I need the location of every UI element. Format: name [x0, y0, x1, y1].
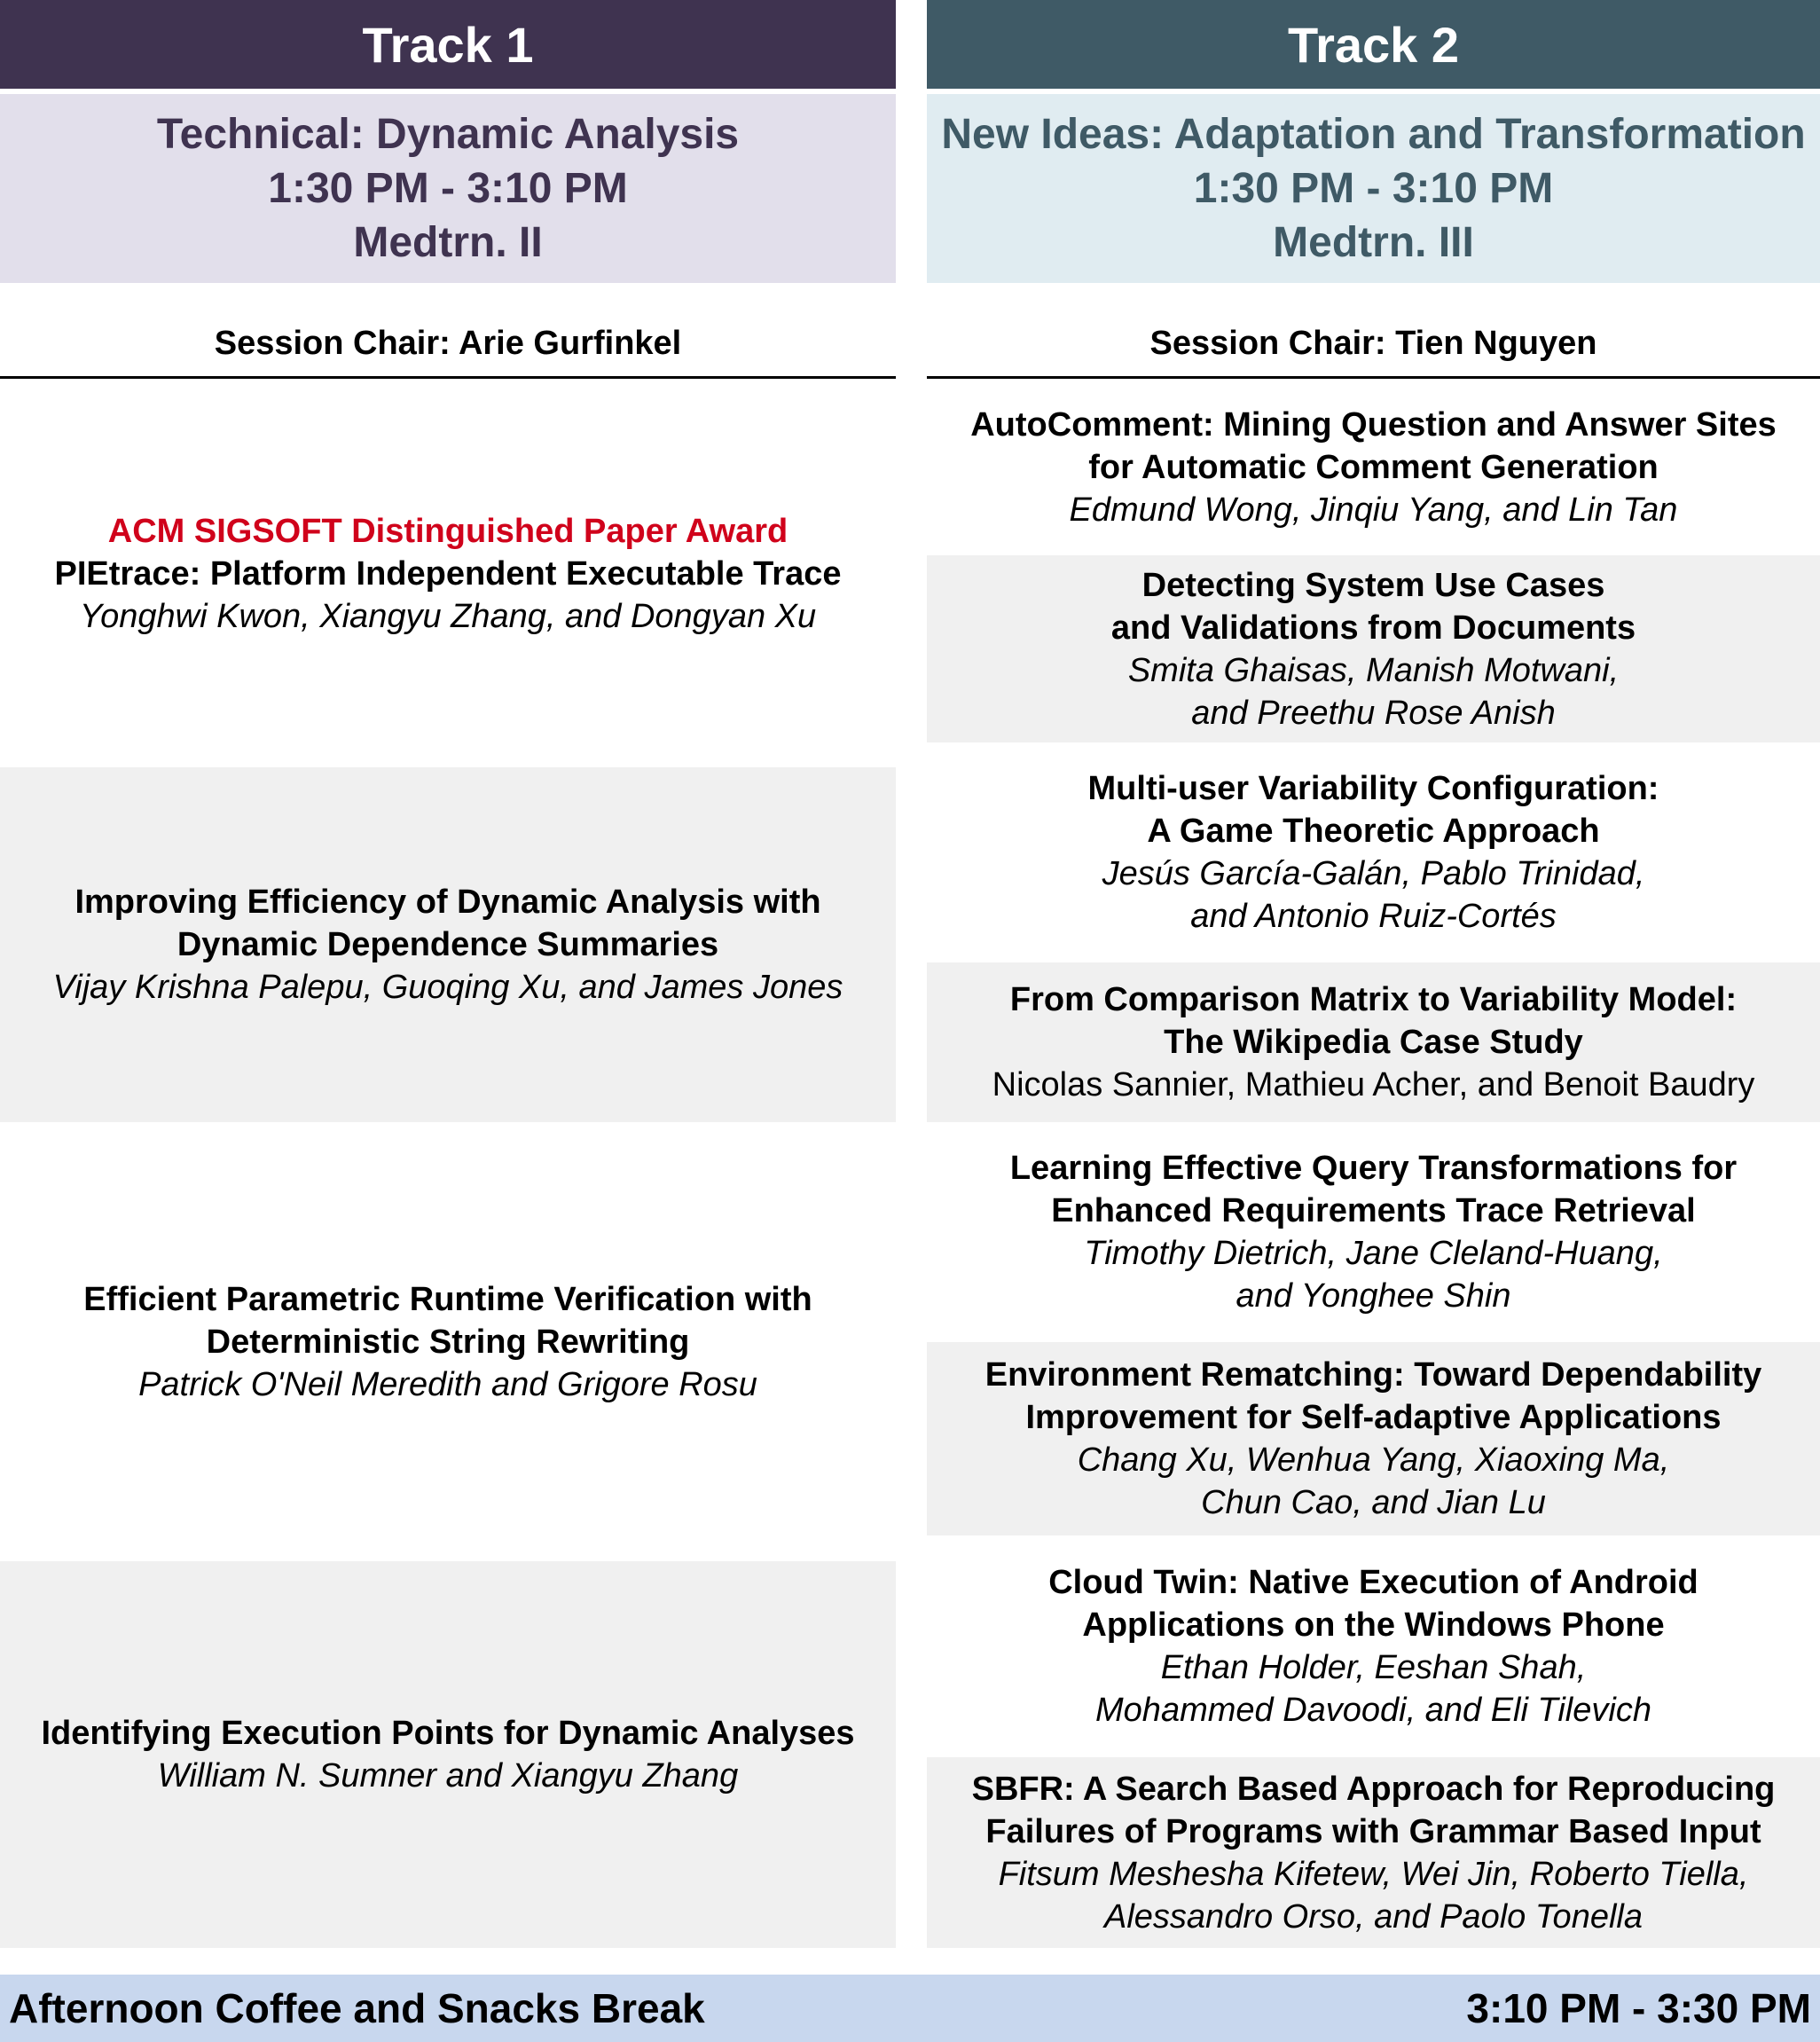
paper-authors: Chun Cao, and Jian Lu [1201, 1484, 1546, 1521]
paper-title: Cloud Twin: Native Execution of Android [1048, 1564, 1698, 1601]
paper-title: AutoComment: Mining Question and Answer Sites [970, 406, 1777, 444]
paper-authors: Edmund Wong, Jinqiu Yang, and Lin Tan [1069, 491, 1678, 529]
paper-authors: and Preethu Rose Anish [1191, 694, 1556, 732]
track2-paper-6 [927, 1342, 1820, 1535]
paper-title: The Wikipedia Case Study [1164, 1024, 1583, 1061]
paper-authors: Mohammed Davoodi, and Eli Tilevich [1095, 1692, 1651, 1729]
paper-authors: Nicolas Sannier, Mathieu Acher, and Benoit Baudry [992, 1066, 1755, 1103]
paper-title: From Comparison Matrix to Variability Model: [1009, 981, 1738, 1018]
track1-divider [0, 376, 896, 379]
track2-paper-2 [927, 555, 1820, 742]
track1-paper-1 [0, 380, 896, 767]
coffee-break-bar [0, 1975, 1820, 2042]
paper-authors: Yonghwi Kwon, Xiangyu Zhang, and Dongyan Xu [79, 597, 817, 635]
track2-session-type: New Ideas: Adaptation and Transformation [941, 111, 1806, 158]
track1-session-chair: Session Chair: Arie Gurfinkel [214, 324, 682, 362]
paper-authors: Alessandro Orso, and Paolo Tonella [1104, 1897, 1643, 1936]
paper-title: Multi-user Variability Configuration: [1087, 770, 1659, 807]
paper-authors: Vijay Krishna Palepu, Guoqing Xu, and James Jones [52, 969, 843, 1006]
paper-authors: William N. Sumner and Xiangyu Zhang [157, 1757, 739, 1795]
track1-session-room: Medtrn. II [353, 219, 543, 266]
paper-title: Improvement for Self-adaptive Applications [1025, 1399, 1722, 1436]
track2-paper-3 [927, 742, 1820, 962]
track2-session-time: 1:30 PM - 3:10 PM [1193, 165, 1554, 212]
track2-session-chair: Session Chair: Tien Nguyen [1149, 324, 1597, 362]
track1-paper-2 [0, 767, 896, 1122]
paper-title: for Automatic Comment Generation [1088, 449, 1659, 486]
paper-title: Identifying Execution Points for Dynamic Analyses [41, 1715, 855, 1752]
track2-paper-5 [927, 1122, 1820, 1342]
paper-authors: Timothy Dietrich, Jane Cleland-Huang, [1084, 1235, 1663, 1272]
paper-title: Improving Efficiency of Dynamic Analysis with [75, 884, 821, 921]
paper-title: and Validations from Documents [1110, 609, 1636, 647]
track1-session-info [0, 94, 896, 283]
paper-title: Applications on the Windows Phone [1082, 1606, 1665, 1644]
paper-authors: Ethan Holder, Eeshan Shah, [1160, 1649, 1587, 1686]
paper-title: Detecting System Use Cases [1141, 566, 1605, 604]
track1-paper-4 [0, 1561, 896, 1948]
track2-session-info [927, 94, 1820, 283]
track2-paper-4 [927, 962, 1820, 1122]
break-label: Afternoon Coffee and Snacks Break [9, 1985, 705, 2031]
track2-divider [927, 376, 1820, 379]
paper-title: SBFR: A Search Based Approach for Reproducing [971, 1770, 1776, 1808]
paper-title: Learning Effective Query Transformations for [1009, 1150, 1738, 1187]
paper-authors: Chang Xu, Wenhua Yang, Xiaoxing Ma, [1077, 1441, 1670, 1479]
paper-authors: Fitsum Meshesha Kifetew, Wei Jin, Roberto Tiella, [998, 1855, 1749, 1893]
award-label: ACM SIGSOFT Distinguished Paper Award [107, 512, 788, 550]
paper-title: PIEtrace: Platform Independent Executable Trace [54, 554, 842, 593]
paper-title: Dynamic Dependence Summaries [177, 926, 719, 963]
paper-authors: and Yonghee Shin [1236, 1277, 1511, 1315]
track2-header: Track 2 [927, 0, 1820, 89]
paper-authors: and Antonio Ruiz-Cortés [1190, 898, 1557, 935]
break-time: 3:10 PM - 3:30 PM [1466, 1985, 1811, 2031]
paper-title: Environment Rematching: Toward Dependability [985, 1356, 1762, 1394]
paper-authors: Jesús García-Galán, Pablo Trinidad, [1102, 855, 1645, 892]
track1-session-time: 1:30 PM - 3:10 PM [268, 165, 628, 212]
paper-title: A Game Theoretic Approach [1147, 813, 1600, 850]
track1-header: Track 1 [0, 0, 896, 89]
paper-authors: Smita Ghaisas, Manish Motwani, [1127, 651, 1620, 689]
track2-paper-7 [927, 1535, 1820, 1757]
paper-title: Deterministic String Rewriting [206, 1323, 690, 1361]
paper-authors: Patrick O'Neil Meredith and Grigore Rosu [138, 1365, 757, 1403]
track2-session-room: Medtrn. III [1273, 219, 1474, 266]
track2-paper-8 [927, 1757, 1820, 1948]
paper-title: Failures of Programs with Grammar Based Input [985, 1812, 1761, 1850]
track1-session-type: Technical: Dynamic Analysis [156, 111, 740, 158]
track1-paper-3 [0, 1122, 896, 1561]
paper-title: Enhanced Requirements Trace Retrieval [1051, 1192, 1696, 1229]
paper-title: Efficient Parametric Runtime Verification with [83, 1280, 812, 1318]
track2-paper-1 [927, 380, 1820, 555]
